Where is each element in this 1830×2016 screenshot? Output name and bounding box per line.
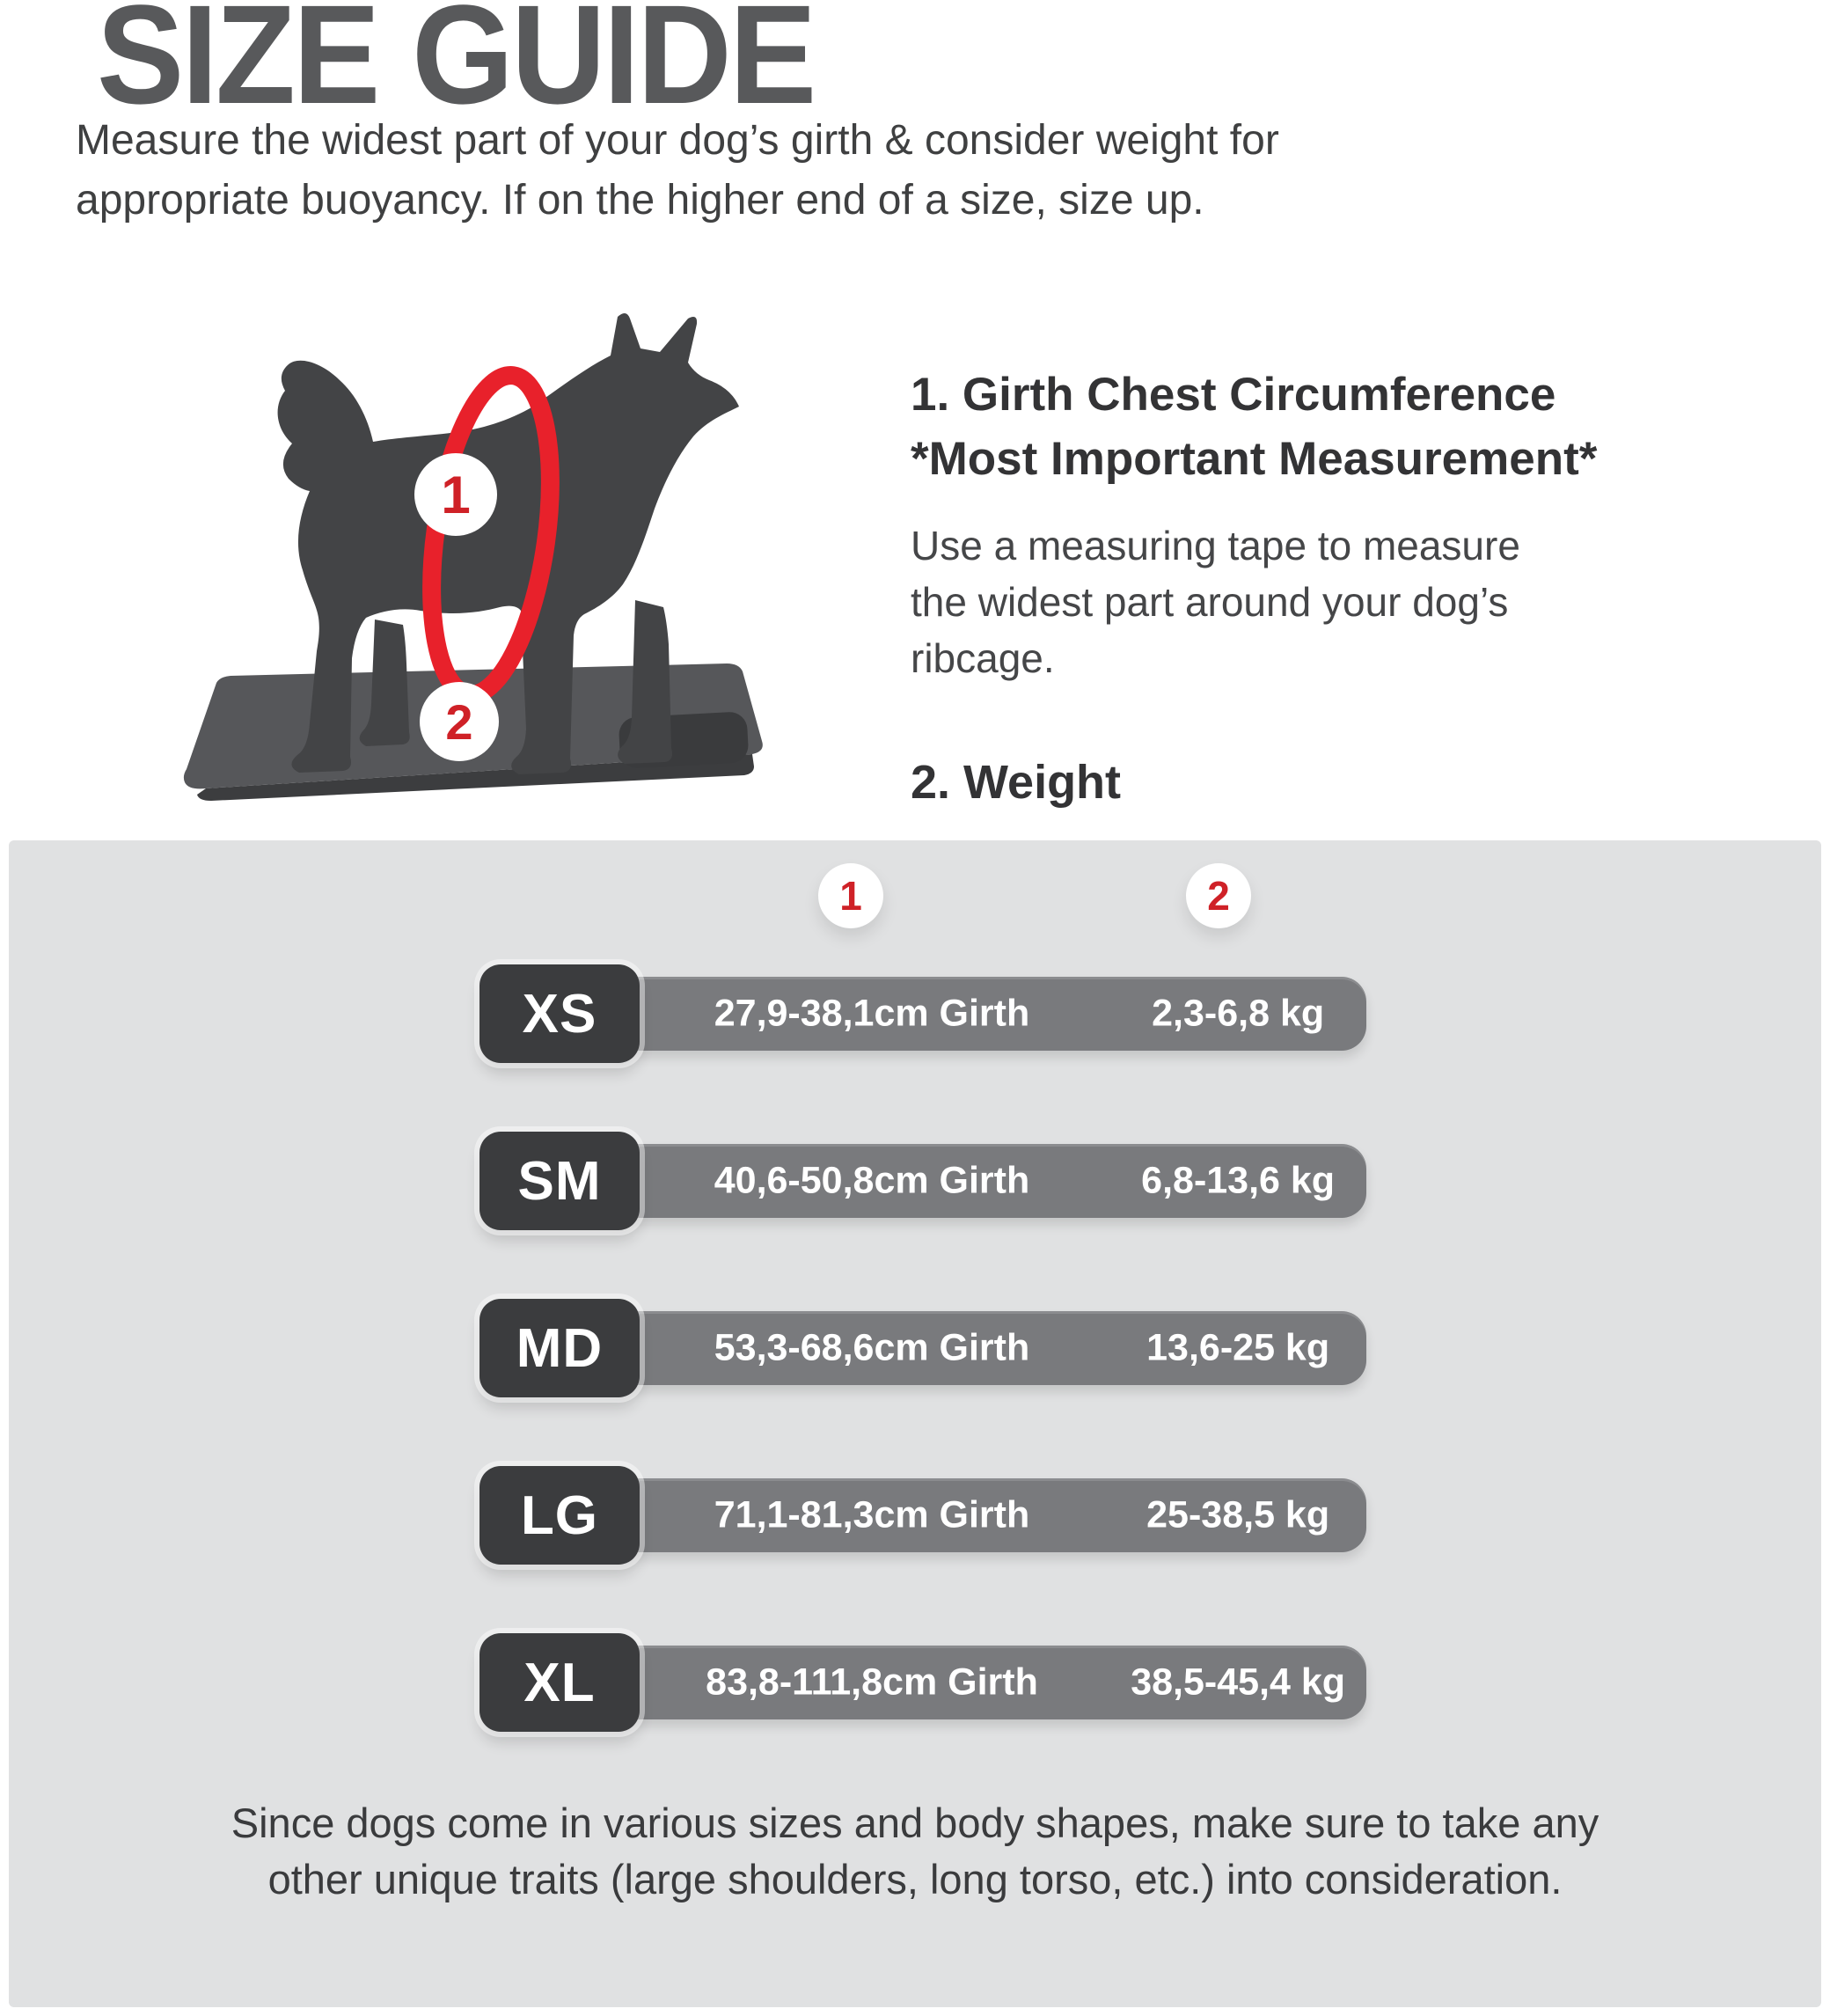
weight-marker-number: 2: [445, 694, 473, 750]
size-row-md: [479, 1299, 1370, 1397]
step1-description-line3: ribcage.: [911, 635, 1055, 681]
girth-column-badge: 1: [818, 863, 883, 928]
instructions-column: [911, 363, 1597, 810]
size-label: XL: [479, 1633, 640, 1732]
dog-measurement-illustration: [141, 308, 774, 801]
girth-value: 27,9-38,1cm Girth: [714, 992, 1030, 1035]
page-title: SIZE GUIDE: [97, 0, 815, 133]
step1-description: [911, 517, 1597, 686]
size-label: SM: [479, 1132, 640, 1230]
size-row-xl: [479, 1633, 1370, 1732]
size-label: LG: [479, 1466, 640, 1565]
size-bar: [611, 1646, 1366, 1719]
size-label: MD: [479, 1299, 640, 1397]
weight-value: 25-38,5 kg: [1146, 1493, 1330, 1536]
size-bar: [611, 977, 1366, 1051]
girth-value: 53,3-68,6cm Girth: [714, 1326, 1030, 1369]
step1-description-line2: the widest part around your dog’s: [911, 579, 1509, 625]
weight-value: 6,8-13,6 kg: [1141, 1159, 1336, 1202]
size-table-panel: [9, 840, 1821, 2007]
footer-note-line2: other unique traits (large shoulders, long torso, etc.) into consideration.: [267, 1856, 1563, 1902]
size-bar: [611, 1478, 1366, 1552]
intro-text: [76, 111, 1279, 231]
footer-note: [9, 1795, 1821, 1908]
weight-value: 13,6-25 kg: [1146, 1326, 1330, 1369]
size-row-sm: [479, 1132, 1370, 1230]
size-bar: [611, 1311, 1366, 1385]
girth-value: 40,6-50,8cm Girth: [714, 1159, 1030, 1202]
size-row-xs: [479, 964, 1370, 1063]
girth-marker-number: 1: [441, 466, 471, 524]
size-bar: [611, 1144, 1366, 1218]
weight-value: 2,3-6,8 kg: [1152, 992, 1325, 1035]
intro-line-1: Measure the widest part of your dog’s girth & consider weight for: [76, 117, 1279, 164]
footer-note-line1: Since dogs come in various sizes and body shapes, make sure to take any: [231, 1800, 1599, 1846]
step2-title: 2. Weight: [911, 756, 1122, 809]
weight-column-badge: 2: [1186, 863, 1251, 928]
step1-title-line1: 1. Girth Chest Circumference: [911, 369, 1556, 421]
weight-value: 38,5-45,4 kg: [1131, 1660, 1346, 1704]
size-row-lg: [479, 1466, 1370, 1565]
size-label: XS: [479, 964, 640, 1063]
girth-value: 71,1-81,3cm Girth: [714, 1493, 1030, 1536]
intro-line-2: appropriate buoyancy. If on the higher end of a size, size up.: [76, 177, 1204, 224]
girth-value: 83,8-111,8cm Girth: [706, 1660, 1038, 1704]
step1-description-line1: Use a measuring tape to measure: [911, 523, 1520, 568]
step1-title-line2: *Most Important Measurement*: [911, 433, 1598, 485]
